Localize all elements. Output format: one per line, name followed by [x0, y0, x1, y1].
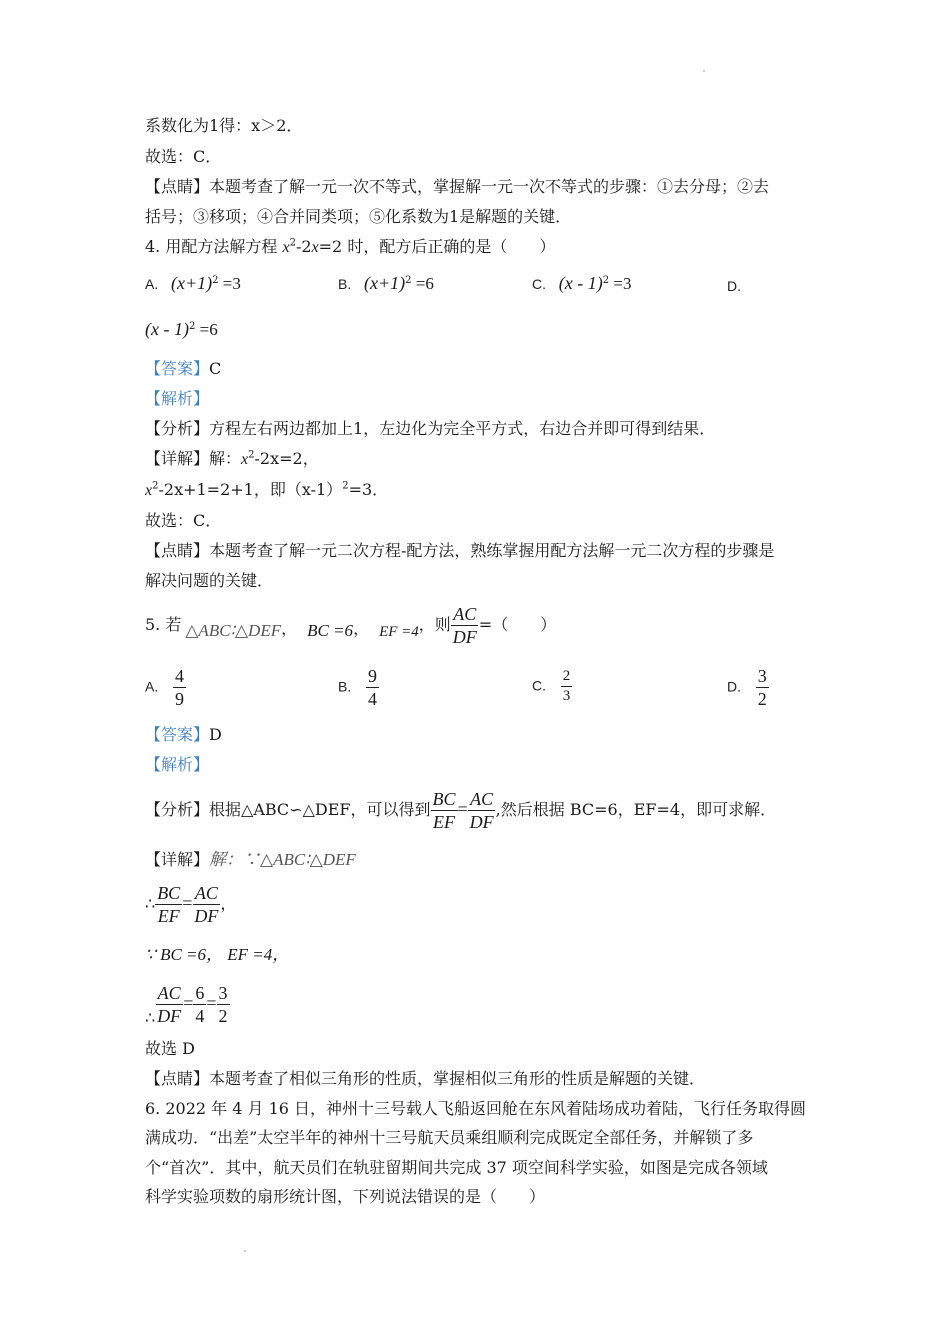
q6-line-4: 科学实验项数的扇形统计图，下列说法错误的是（ ）: [145, 1187, 546, 1206]
q4-option-d-label[interactable]: [727, 277, 741, 295]
q4-xiangjie-1: 【详解】解：$x^2-2x=2$，: [145, 449, 319, 468]
option-label: A.: [145, 678, 159, 695]
q4-stem-suffix: =2 时，配方后正确的是（ ）: [318, 237, 556, 256]
q5-bc: BC =6: [307, 621, 354, 640]
answer-value: D: [209, 725, 222, 744]
q4-option-b[interactable]: [338, 273, 434, 294]
q5-then: ，则: [418, 615, 451, 634]
q5-step-3: ∴ $\frac{AC}{DF}$ = $\frac{6}{4}$ = $\frac{3}{2}$: [145, 983, 228, 1027]
answer-value: C: [209, 359, 222, 378]
option-expr: (x - 1): [558, 273, 603, 293]
xiangjie-text-b: -2x=2，: [254, 449, 319, 468]
q4-stem-prefix: 4. 用配方法解方程: [145, 237, 283, 256]
therefore-symbol: ∴: [145, 1008, 156, 1027]
frac-den: DF: [194, 906, 219, 926]
option-rhs: =6: [195, 320, 218, 339]
q5-fenxi: 【分析】根据△ABC∽△DEF，可以得到 $\frac{BC}{EF}$ = $\frac{AC}{DF}$ ,然后根据 BC=6，EF=4，即可求解．: [145, 789, 777, 832]
frac-den: DF: [469, 812, 494, 832]
therefore-symbol: ∴: [145, 894, 156, 913]
option-exp: 2: [602, 275, 610, 286]
xiangjie-tag: 【详解】: [145, 850, 210, 869]
fenxi-fraction-2: [468, 789, 496, 832]
fenxi-text-a: 根据△ABC∽△DEF，可以得到: [209, 800, 431, 819]
q4-option-a[interactable]: [145, 273, 241, 294]
option-expr: (x+1): [171, 273, 213, 293]
frac-den: 4: [195, 1006, 205, 1026]
q5-stem-suffix: =（ ）: [478, 615, 557, 634]
q5-step-2: ∵ BC =6， EF =4，: [145, 945, 290, 964]
frac-den: 4: [368, 689, 378, 709]
q4-jiexi-tag: 【解析】: [145, 389, 210, 408]
option-label: C.: [532, 276, 546, 292]
option-label: A.: [145, 276, 159, 292]
option-expr: (x+1): [364, 273, 406, 293]
frac-num: BC: [432, 789, 456, 809]
top-dianjing-2: 括号；③移项；④合并同类项；⑤化系数为1是解题的关键．: [145, 207, 572, 226]
frac-num: AC: [470, 789, 494, 809]
option-label: C.: [532, 677, 546, 694]
top-line-1: 系数化为1得：x＞2．: [145, 116, 303, 135]
option-expr: (x - 1): [145, 319, 189, 339]
q5-option-b[interactable]: [338, 666, 379, 709]
xiangjie-text: 解：: [209, 449, 242, 468]
q4-mid: -2: [295, 237, 312, 256]
frac-den: 3: [562, 688, 571, 704]
q4-xiangjie-2: $x^2-2x+1=2+1$，即$(x-1)^2=3$．: [145, 480, 389, 499]
q5-jiexi-tag: 【解析】: [145, 755, 210, 774]
frac-den: 9: [175, 689, 185, 709]
q4-answer: [145, 358, 221, 380]
fenxi-text: 方程左右两边都加上1，左边化为完全平方式，右边合并即可得到结果．: [209, 419, 716, 438]
q5-stem: 5. 若 △ABC∶△DEF， BC =6， EF =4，则 $\frac{AC}{DF}$ =（ ）: [145, 604, 557, 647]
option-fraction: [561, 668, 573, 705]
q5-similar: △ABC∶△DEF: [185, 621, 282, 640]
top-dianjing-1: [145, 176, 769, 198]
xiangjie-line2-b: =3．: [348, 480, 389, 499]
option-rhs: =6: [411, 274, 434, 293]
frac-num: AC: [194, 883, 218, 903]
frac-num: AC: [453, 604, 477, 624]
q5-option-a[interactable]: [145, 666, 186, 709]
frac-den: EF: [433, 812, 455, 832]
xiangjie-text: 解：∵△ABC∶△DEF: [209, 850, 356, 869]
option-label: D.: [727, 678, 741, 695]
dianjing-tag: 【点睛】: [145, 177, 210, 196]
q4-dianjing-1: [145, 540, 774, 562]
frac-den: DF: [157, 1006, 182, 1026]
q5-stem-fraction: [451, 604, 479, 647]
option-rhs: =3: [609, 274, 632, 293]
step1-fraction-2: [192, 883, 220, 926]
q5-option-c[interactable]: [532, 668, 572, 705]
frac-num: 9: [368, 666, 378, 686]
frac-num: 2: [561, 668, 573, 687]
dianjing-tag: 【点睛】: [145, 1069, 210, 1088]
q5-guxuan: 故选 D: [145, 1039, 195, 1058]
step3-fraction-3: [217, 983, 230, 1026]
option-label: B.: [338, 678, 352, 695]
q5-dianjing: [145, 1068, 705, 1090]
step3-fraction-2: [193, 983, 206, 1026]
dianjing-tag: 【点睛】: [145, 541, 210, 560]
xiangjie-line2-a: -2x+1=2+1，即（x-1）: [158, 480, 343, 499]
q4-option-c[interactable]: [532, 273, 631, 294]
option-rhs: =3: [218, 274, 241, 293]
option-fraction: [756, 666, 769, 709]
frac-num: 3: [757, 666, 767, 686]
dot-top: [703, 70, 705, 72]
frac-den: 2: [218, 1006, 228, 1026]
step3-fraction-1: [155, 983, 183, 1026]
q4-option-d-expr: [145, 319, 218, 340]
q5-stem-prefix: 5. 若: [145, 615, 182, 634]
q4-fenxi: [145, 418, 715, 440]
q5-answer: [145, 724, 222, 746]
step1-fraction-1: [155, 883, 182, 926]
frac-num: 3: [218, 983, 228, 1003]
q4-guxuan: 故选：C．: [145, 511, 222, 530]
answer-tag: 【答案】: [145, 359, 210, 378]
q4-dianjing-2: 解决问题的关键．: [145, 571, 274, 590]
top-line-2: 故选：C．: [145, 147, 222, 166]
frac-num: 4: [175, 666, 185, 686]
option-fraction: [366, 666, 379, 709]
fenxi-tag: 【分析】: [145, 800, 210, 819]
option-exp: 2: [188, 321, 196, 332]
xiangjie-tag: 【详解】: [145, 449, 210, 468]
dianjing-text: 本题考查了相似三角形的性质，掌握相似三角形的性质是解题的关键．: [209, 1069, 706, 1088]
fenxi-tag: 【分析】: [145, 419, 210, 438]
q6-line-3: 个“首次”．其中，航天员们在轨驻留期间共完成 37 项空间科学实验，如图是完成各领域: [145, 1158, 768, 1177]
option-exp: 2: [405, 275, 412, 286]
frac-num: 6: [195, 983, 205, 1003]
dianjing-text: 本题考查了解一元二次方程-配方法，熟练掌握用配方法解一元二次方程的步骤是: [209, 541, 775, 560]
q4-var: x: [282, 239, 290, 256]
frac-den: DF: [452, 627, 477, 647]
frac-den: EF: [157, 906, 180, 926]
q5-xiangjie: [145, 849, 356, 871]
answer-tag: 【答案】: [145, 725, 210, 744]
q4-exp: 2: [289, 237, 296, 249]
dot-bottom: [244, 1250, 246, 1252]
fenxi-fraction-1: [431, 789, 458, 832]
q5-step-1: ∴ $\frac{BC}{EF}$ = $\frac{AC}{DF}$ ，: [145, 883, 237, 926]
q4-var2: x: [311, 239, 319, 256]
fenxi-text-b: ,然后根据 BC=6，EF=4，即可求解．: [495, 800, 777, 819]
q4-stem: [145, 236, 555, 259]
frac-num: BC: [157, 883, 181, 903]
option-label: D.: [727, 278, 741, 294]
option-fraction: [173, 666, 186, 709]
q5-option-d[interactable]: [727, 666, 769, 709]
dianjing-text: 本题考查了解一元一次不等式，掌握解一元一次不等式的步骤：①去分母；②去: [209, 177, 770, 196]
q5-ef: EF =4: [379, 624, 419, 640]
option-label: B.: [338, 276, 352, 292]
q6-line-1: 6. 2022 年 4 月 16 日，神州十三号载人飞船返回舱在东风着陆场成功着陆，飞行任务取得圆: [145, 1099, 807, 1118]
frac-num: AC: [157, 983, 181, 1003]
frac-den: 2: [757, 689, 767, 709]
q6-line-2: 满成功．“出差”太空半年的神州十三号航天员乘组顺利完成既定全部任务，并解锁了多: [145, 1128, 754, 1147]
option-exp: 2: [212, 275, 219, 286]
